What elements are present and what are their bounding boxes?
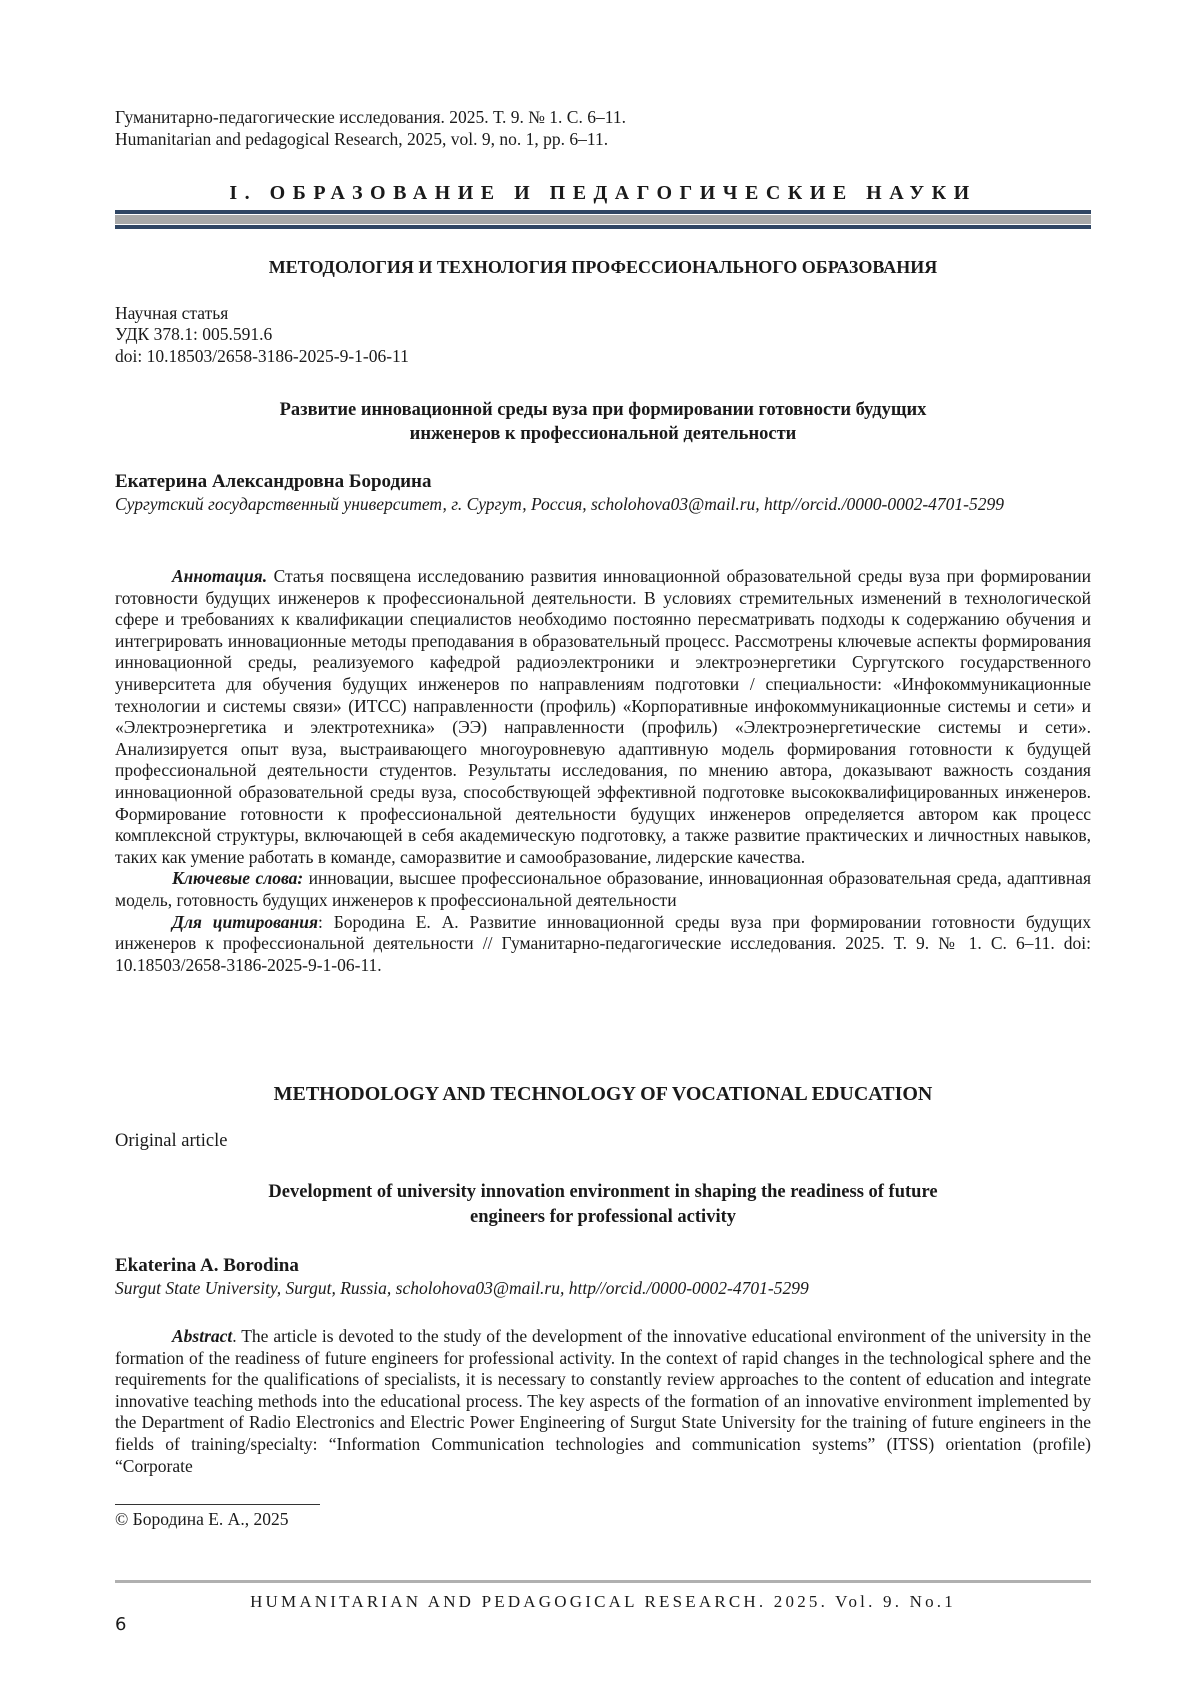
article-title-en-line1: Development of university innovation environment in shaping the readiness of future bbox=[268, 1182, 938, 1202]
abstract-ru bbox=[115, 566, 1091, 976]
rubric-ru: МЕТОДОЛОГИЯ И ТЕХНОЛОГИЯ ПРОФЕССИОНАЛЬНОГО ОБРАЗОВАНИЯ bbox=[268, 257, 938, 277]
article-type-en: Original article bbox=[115, 1131, 228, 1151]
footer-rule bbox=[115, 1580, 1091, 1583]
keywords-text-ru: инновации, высшее профессиональное образование, инновационная образовательная среда, адаптивная модель, готовность будущих инженеров к профессиональной деятельности bbox=[115, 868, 1092, 910]
header-citation-en: Humanitarian and pedagogical Research, 2025, vol. 9, no. 1, pp. 6–11. bbox=[115, 129, 609, 149]
abstract-label-en: Abstract bbox=[172, 1326, 233, 1346]
author-affiliation-ru: Сургутский государственный университет, г. Сургут, Россия, scholohova03@mail.ru, http//orcid./0000-0002-4701-5299 bbox=[115, 494, 1005, 514]
author-affiliation-en: Surgut State University, Surgut, Russia, scholohova03@mail.ru, http//orcid./0000-0002-4701-5299 bbox=[115, 1278, 809, 1298]
article-title-en-line2: engineers for professional activity bbox=[470, 1207, 736, 1227]
page-number: 6 bbox=[115, 1614, 127, 1635]
section-band-bottom bbox=[115, 225, 1091, 229]
article-type-ru: Научная статья bbox=[115, 303, 229, 323]
abstract-label-ru: Аннотация. bbox=[172, 566, 268, 586]
footnote-rule bbox=[115, 1504, 320, 1505]
keywords-label-ru: Ключевые слова: bbox=[172, 868, 304, 889]
section-band-middle bbox=[115, 215, 1091, 224]
author-name-en: Ekaterina A. Borodina bbox=[115, 1255, 299, 1276]
running-title: HUMANITARIAN AND PEDAGOGICAL RESEARCH. 2025. Vol. 9. No.1 bbox=[250, 1592, 956, 1611]
article-title-ru-line1: Развитие инновационной среды вуза при формировании готовности будущих bbox=[279, 400, 927, 420]
header-citation-ru: Гуманитарно-педагогические исследования. 2025. Т. 9. № 1. С. 6–11. bbox=[115, 107, 626, 127]
doi: doi: 10.18503/2658-3186-2025-9-1-06-11 bbox=[115, 346, 409, 366]
citation-label-ru: Для цитирования bbox=[172, 911, 319, 932]
abstract-text-en: . The article is devoted to the study of the development of the innovative educational environment of the university in the formation of the readiness of future engineers for professional activity. In the context of rapid changes in the technological sphere and the requirements for the qualifications of specialists, it is necessary to constantly review approaches to the content of education and integrate innovative teaching methods into the educational process. The key aspects of the formation of an innovative environment implemented by the Department of Radio Electronics and Electric Power Engineering of Surgut State University for the training of future engineers in the fields of training/specialty: “Information Communication technologies and communication systems” (ITSS) orientation (profile) “Corporate bbox=[115, 1326, 1091, 1476]
udc: УДК 378.1: 005.591.6 bbox=[115, 324, 273, 344]
section-title: I. ОБРАЗОВАНИЕ И ПЕДАГОГИЧЕСКИЕ НАУКИ bbox=[229, 182, 977, 204]
abstract-text-ru: Статья посвящена исследованию развития инновационной образовательной среды вуза при формировании готовности будущих инженеров к профессиональной деятельности. В условиях стремительных изменений в технологической сфере и требованиях к квалификации специалистов необходимо постоянно пересматривать подходы к содержанию обучения и интегрировать инновационные методы преподавания в образовательный процесс. Рассмотрены ключевые аспекты формирования инновационной среды, реализуемого кафедрой радиоэлектроники и электроэнергетики Сургутского государственного университета для обучения будущих инженеров по направлениям подготовки / специальности: «Инфокоммуникационные технологии и системы связи» (ИТСС) направленности (профиль) «Корпоративные инфокоммуникационные системы и сети» и «Электроэнергетика и электротехника» (ЭЭ) направленности (профиль) «Электроэнергетические системы и сети». Анализируется опыт вуза, выстраивающего многоуровневую адаптивную модель формирования готовности к будущей профессиональной деятельности студентов. Результаты исследования, по мнению автора, доказывают важность создания инновационной образовательной среды вуза, способствующей эффективной подготовке высококвалифицированных инженеров. Формирование готовности к профессиональной деятельности будущих инженеров определяется автором как процесс комплексной структуры, включающей в себя академическую подготовку, а также развитие практических и личностных навыков, таких как умение работать в команде, саморазвитие и самообразование, лидерские качества. bbox=[115, 566, 1091, 867]
article-title-ru-line2: инженеров к профессиональной деятельности bbox=[409, 424, 797, 444]
abstract-en bbox=[115, 1326, 1091, 1477]
citation-text-ru: : Бородина Е. А. Развитие инновационной среды вуза при формировании готовности будущих инженеров к профессиональной деятельности // Гуманитарно-педагогические исследования. 2025. Т. 9. № 1. С. 6–11. doi: 10.18503/2658-3186-2025-9-1-06-11. bbox=[115, 911, 1091, 975]
rubric-en: METHODOLOGY AND TECHNOLOGY OF VOCATIONAL EDUCATION bbox=[273, 1083, 933, 1105]
copyright-footnote: © Бородина Е. А., 2025 bbox=[115, 1509, 289, 1529]
author-name-ru: Екатерина Александровна Бородина bbox=[115, 471, 432, 492]
section-band-top bbox=[115, 210, 1091, 214]
